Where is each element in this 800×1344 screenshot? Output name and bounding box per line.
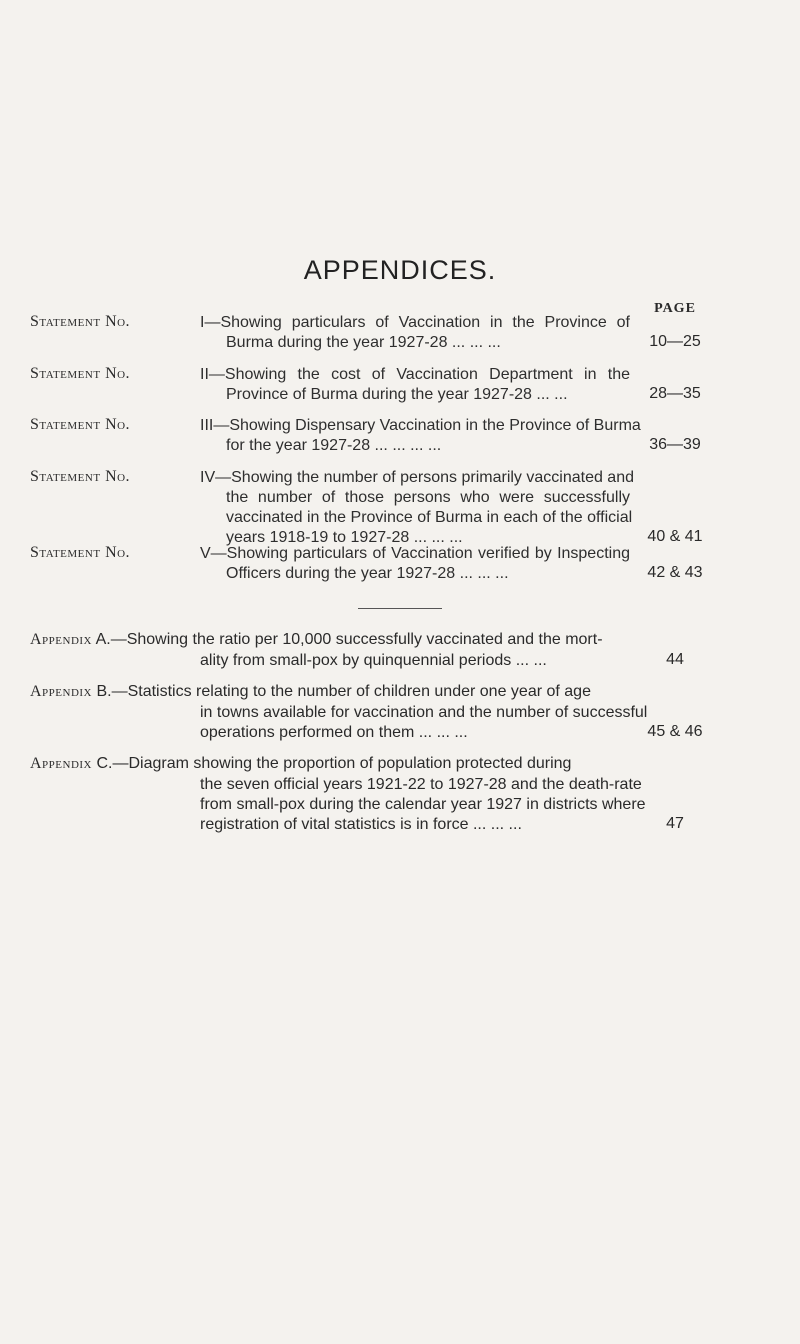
entry-kind: Appendix: [30, 631, 93, 648]
entry-pages: 47: [666, 815, 684, 832]
entry-line: vaccinated in the Province of Burma in each of the official: [226, 509, 633, 526]
entry-line: in towns available for vaccination and the number of successful: [200, 704, 648, 721]
entry-description: [200, 313, 630, 353]
entry-pages: 40 & 41: [647, 528, 703, 545]
entry-kind: Appendix: [30, 683, 93, 700]
entry-line: from small-pox during the calendar year 1927 in districts where: [200, 796, 646, 813]
page-title: APPENDICES.: [303, 255, 497, 285]
entry-pages: 10—25: [649, 333, 701, 350]
entry-line: operations performed on them ... ... ...: [200, 724, 468, 741]
entry-line: ality from small-pox by quinquennial periods ... ...: [200, 652, 547, 669]
entry-line: III—Showing Dispensary Vaccination in the Province of Burma: [200, 417, 641, 434]
entry-line: the seven official years 1921-22 to 1927-28 and the death-rate: [200, 776, 642, 793]
entry-pages: 36—39: [649, 436, 701, 453]
entry-line: Officers during the year 1927-28 ... ... ...: [226, 565, 509, 582]
entry-kind: Statement No.: [30, 313, 131, 330]
entry-description: [200, 775, 646, 835]
entry-first-line: [30, 755, 571, 773]
entry-line: B.—Statistics relating to the number of children under one year of age: [96, 683, 591, 700]
entry-kind: Statement No.: [30, 416, 131, 433]
entry-line: Province of Burma during the year 1927-28 ... ...: [226, 386, 568, 403]
entry-kind: Statement No.: [30, 365, 131, 382]
entry-pages: 44: [666, 651, 684, 668]
entry-kind: Statement No.: [30, 468, 131, 485]
entry-pages: 45 & 46: [647, 723, 703, 740]
entry-line: II—Showing the cost of Vaccination Department in the: [200, 366, 630, 383]
entry-line: V—Showing particulars of Vaccination verified by Inspecting: [200, 545, 630, 562]
entry-line: registration of vital statistics is in force ... ... ...: [200, 816, 522, 833]
entry-line: for the year 1927-28 ... ... ... ...: [226, 437, 442, 454]
entry-line: the number of those persons who were successfully: [226, 489, 630, 506]
entry-pages: 28—35: [649, 385, 701, 402]
entry-description: [200, 703, 648, 743]
page-column-header: PAGE: [654, 301, 696, 316]
entry-line: Burma during the year 1927-28 ... ... ...: [226, 334, 501, 351]
entry-description: [200, 365, 630, 405]
entry-description: [200, 651, 630, 671]
entry-line: A.—Showing the ratio per 10,000 successfully vaccinated and the mort-: [95, 631, 603, 648]
entry-kind: Appendix: [30, 755, 93, 772]
entry-description: [200, 416, 641, 456]
entry-first-line: [30, 631, 603, 649]
entry-line: IV—Showing the number of persons primarily vaccinated and: [200, 469, 634, 486]
entry-description: [200, 468, 634, 548]
entry-pages: 42 & 43: [647, 564, 703, 581]
entry-first-line: [30, 683, 591, 701]
entry-line: C.—Diagram showing the proportion of population protected during: [96, 755, 572, 772]
entry-kind: Statement No.: [30, 544, 131, 561]
entry-line: I—Showing particulars of Vaccination in the Province of: [200, 314, 630, 331]
entry-line: years 1918-19 to 1927-28 ... ... ...: [226, 529, 463, 546]
section-divider: [358, 608, 442, 609]
entry-description: [200, 544, 630, 584]
